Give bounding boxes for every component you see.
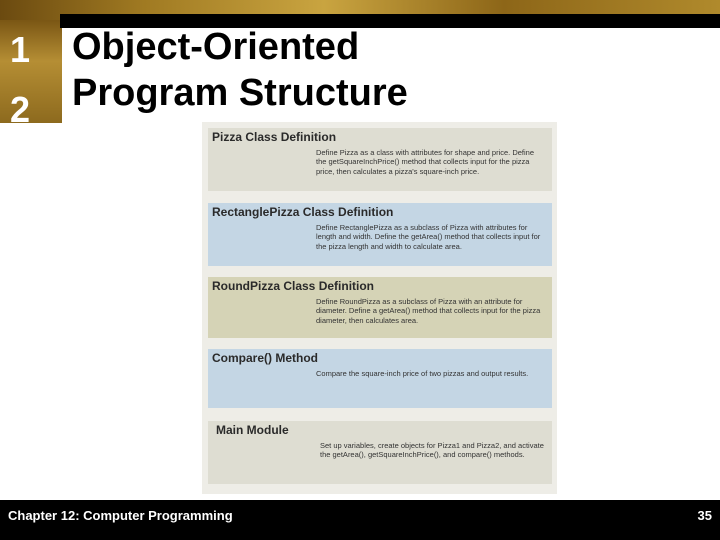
section-text: Define RoundPizza as a subclass of Pizza with an attribute for diameter. Define a getArea() method that collects input for the pizza diameter, then calculates area. <box>316 297 541 325</box>
slide-title-line: Object-Oriented <box>72 26 360 68</box>
slide-title-line: Program Structure <box>72 72 408 114</box>
figure-section-compare-method <box>208 349 552 408</box>
chapter-number-line: 2 <box>10 89 31 130</box>
section-heading: Main Module <box>216 423 289 437</box>
program-structure-figure <box>202 122 557 494</box>
section-heading: RectanglePizza Class Definition <box>212 205 394 219</box>
chapter-number-line: 1 <box>10 29 31 70</box>
figure-section-rectangle-pizza <box>208 203 552 266</box>
section-heading: RoundPizza Class Definition <box>212 279 375 293</box>
section-text: Define RectanglePizza as a subclass of Pizza with attributes for length and width. Define the getArea() method that collects input for the pizza length and width to calculate area. <box>316 223 541 251</box>
figure-section-round-pizza <box>208 277 552 338</box>
figure-section-main-module <box>208 421 552 484</box>
footer-chapter-label: Chapter 12: Computer Programming <box>8 508 233 523</box>
section-text: Define Pizza as a class with attributes for shape and price. Define the getSquareInchPrice() method that collects input for the pizza price, then calculates a pizza's square-inch price. <box>316 148 535 176</box>
slide-title <box>72 24 408 116</box>
section-text: Compare the square-inch price of two pizzas and output results. <box>316 369 529 378</box>
section-heading: Compare() Method <box>212 351 318 365</box>
page-number: 35 <box>697 508 712 523</box>
figure-section-pizza <box>208 128 552 191</box>
section-text: Set up variables, create objects for Pizza1 and Pizza2, and activate the getArea(), getSquareInchPrice(), and compare() methods. <box>320 441 544 460</box>
section-heading: Pizza Class Definition <box>212 130 337 144</box>
slide-footer <box>0 500 720 540</box>
chapter-number <box>10 20 60 140</box>
